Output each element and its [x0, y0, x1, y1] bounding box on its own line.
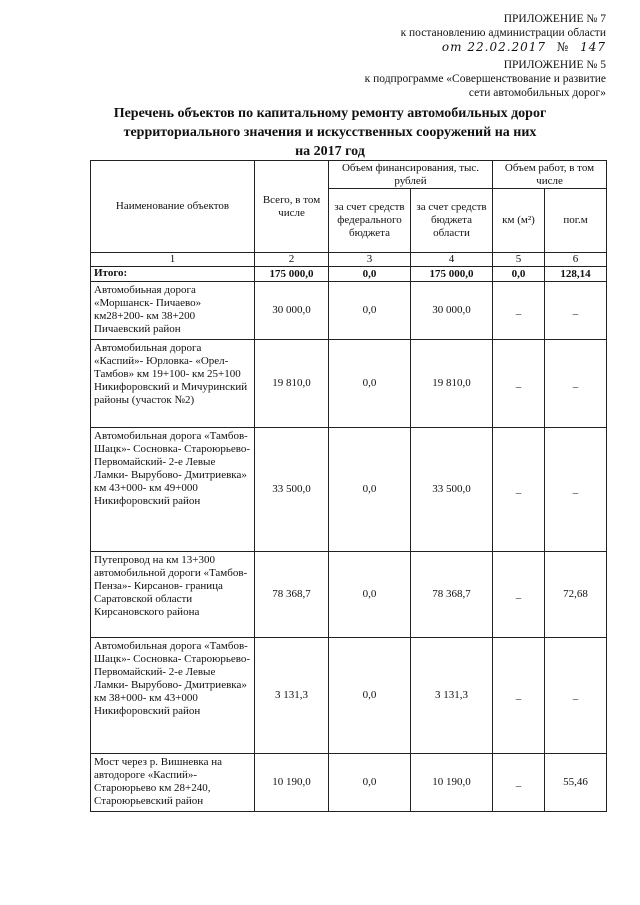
header-km: км (м²)	[493, 189, 545, 253]
object-name-cell: Мост через р. Вишневка на автодороге «Каспий»- Староюрьево км 28+240, Староюрьевский район	[91, 754, 255, 812]
totals-federal: 0,0	[329, 267, 411, 282]
title-line-2: территориального значения и искусственных сооружений на них	[123, 125, 537, 140]
km-cell: _	[493, 552, 545, 638]
total-cell: 33 500,0	[255, 428, 329, 552]
table-row	[91, 282, 607, 340]
handwritten-date: 22.02.2017	[467, 40, 547, 54]
total-cell: 10 190,0	[255, 754, 329, 812]
index-cell: 5	[493, 253, 545, 267]
header-works: Объем работ, в том числе	[493, 161, 607, 189]
pm-cell: _	[545, 428, 607, 552]
pm-cell: 55,46	[545, 754, 607, 812]
document-title	[60, 104, 600, 161]
pm-cell: _	[545, 638, 607, 754]
object-name-cell: Автомобиьная дорога «Моршанск- Пичаево» км28+200- км 38+200 Пичаевский район	[91, 282, 255, 340]
federal-cell: 0,0	[329, 638, 411, 754]
km-cell: _	[493, 282, 545, 340]
regional-cell: 3 131,3	[411, 638, 493, 754]
regional-cell: 30 000,0	[411, 282, 493, 340]
pm-cell: _	[545, 340, 607, 428]
totals-total: 175 000,0	[255, 267, 329, 282]
table-row	[91, 638, 607, 754]
object-name-cell: Автомобильная дорога «Каспий»- Юрловка- «Орел- Тамбов» км 19+100- км 25+100 Никифоровский и Мичуринский районы (участок №2)	[91, 340, 255, 428]
appendix-5-title: ПРИЛОЖЕНИЕ № 5	[503, 59, 606, 71]
table-row	[91, 428, 607, 552]
index-cell: 2	[255, 253, 329, 267]
totals-pm: 128,14	[545, 267, 607, 282]
total-cell: 19 810,0	[255, 340, 329, 428]
appendix-7-block	[401, 12, 606, 54]
table-row	[91, 754, 607, 812]
title-line-3: на 2017 год	[295, 144, 365, 159]
index-cell: 6	[545, 253, 607, 267]
index-cell: 1	[91, 253, 255, 267]
km-cell: _	[493, 340, 545, 428]
total-cell: 78 368,7	[255, 552, 329, 638]
handwritten-number: 147	[580, 40, 606, 54]
pm-cell: 72,68	[545, 552, 607, 638]
title-line-1: Перечень объектов по капитальному ремонту автомобильных дорог	[113, 106, 547, 121]
km-cell: _	[493, 428, 545, 552]
federal-cell: 0,0	[329, 428, 411, 552]
header-pm: пог.м	[545, 189, 607, 253]
regional-cell: 19 810,0	[411, 340, 493, 428]
appendix-5-line1: к подпрограмме «Совершенствование и развитие	[364, 73, 606, 85]
km-cell: _	[493, 754, 545, 812]
totals-label: Итого:	[91, 267, 255, 282]
federal-cell: 0,0	[329, 282, 411, 340]
header-funding: Объем финансирования, тыс. рублей	[329, 161, 493, 189]
handwritten-date-line	[401, 40, 606, 54]
index-row	[91, 253, 607, 267]
totals-km: 0,0	[493, 267, 545, 282]
regional-cell: 33 500,0	[411, 428, 493, 552]
header-regional: за счет средств бюджета области	[411, 189, 493, 253]
federal-cell: 0,0	[329, 340, 411, 428]
object-name-cell: Автомобильная дорога «Тамбов- Шацк»- Сосновка- Староюрьево- Первомайский- 2-е Левые Ламки- Вырубово- Дмитриевка» км 38+000- км 43+000 Никифоровский район	[91, 638, 255, 754]
pm-cell: _	[545, 282, 607, 340]
appendix-7-title: ПРИЛОЖЕНИЕ № 7	[503, 13, 606, 25]
objects-table	[90, 160, 607, 812]
header-name: Наименование объектов	[91, 161, 255, 253]
object-name-cell: Путепровод на км 13+300 автомобильной дороги «Тамбов- Пенза»- Кирсанов- граница Саратовской области Кирсановского района	[91, 552, 255, 638]
header-federal: за счет средств федерального бюджета	[329, 189, 411, 253]
totals-regional: 175 000,0	[411, 267, 493, 282]
km-cell: _	[493, 638, 545, 754]
totals-row	[91, 267, 607, 282]
table-body	[91, 253, 607, 812]
table-row	[91, 340, 607, 428]
handwritten-prefix: от	[441, 40, 463, 54]
regional-cell: 10 190,0	[411, 754, 493, 812]
handwritten-number-sign: №	[556, 40, 570, 54]
index-cell: 3	[329, 253, 411, 267]
header-total: Всего, в том числе	[255, 161, 329, 253]
appendix-5-line2: сети автомобильных дорог»	[468, 87, 606, 99]
total-cell: 3 131,3	[255, 638, 329, 754]
federal-cell: 0,0	[329, 754, 411, 812]
appendix-7-subtitle: к постановлению администрации области	[400, 27, 606, 39]
object-name-cell: Автомобильная дорога «Тамбов- Шацк»- Сосновка- Староюрьево- Первомайский- 2-е Левые Ламки- Вырубово- Дмитриевка» км 43+000- км 49+000 Никифоровский район	[91, 428, 255, 552]
federal-cell: 0,0	[329, 552, 411, 638]
index-cell: 4	[411, 253, 493, 267]
total-cell: 30 000,0	[255, 282, 329, 340]
table-row	[91, 552, 607, 638]
regional-cell: 78 368,7	[411, 552, 493, 638]
appendix-5-block	[365, 58, 606, 100]
